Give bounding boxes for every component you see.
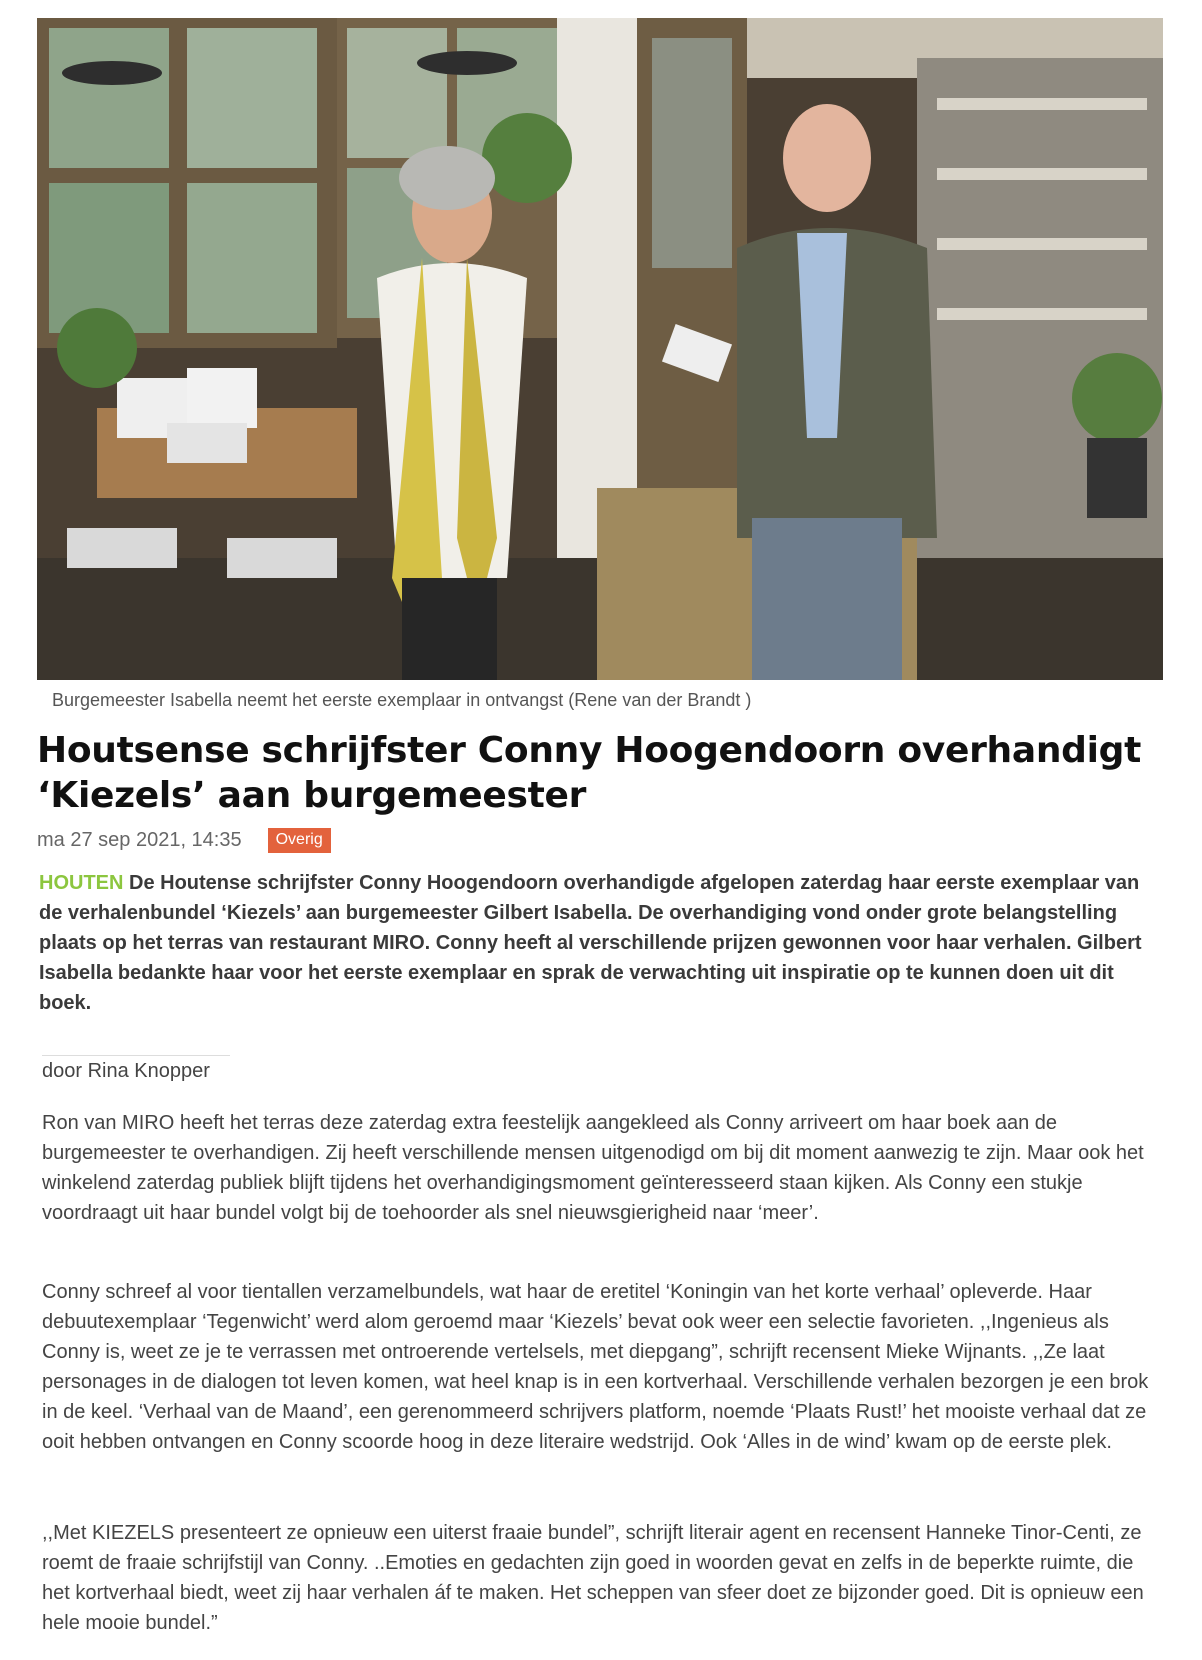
location-label: HOUTEN bbox=[39, 872, 124, 894]
article-photo bbox=[37, 18, 1163, 680]
byline: door Rina Knopper bbox=[42, 1060, 210, 1082]
photo-caption: Burgemeester Isabella neemt het eerste exemplaar in ontvangst (Rene van der Brandt ) bbox=[52, 690, 752, 710]
publish-date: ma 27 sep 2021, 14:35 bbox=[37, 828, 242, 851]
article-lead bbox=[39, 868, 1159, 1018]
body-paragraph: Ron van MIRO heeft het terras deze zaterdag extra feestelijk aangekleed als Conny arriveert om haar boek aan de burgemeester te overhandigen. Zij heeft verschillende mensen uitgenodigd om bij dit moment aanwezig te zijn. Maar ook het winkelend zaterdag publiek blijft tijdens het overhandigingsmoment geïnteresseerd staan kijken. Als Conny een stukje voordraagt uit haar bundel volgt bij de toehoorder als snel nieuwsgierigheid naar ‘meer’. bbox=[42, 1112, 1144, 1224]
category-badge[interactable]: Overig bbox=[268, 828, 331, 853]
article-meta bbox=[37, 826, 331, 854]
byline-divider bbox=[42, 1055, 230, 1056]
article-title: Houtsense schrijfster Conny Hoogendoorn overhandigt ‘Kiezels’ aan burgemeester bbox=[37, 730, 1142, 816]
body-paragraph: Conny schreef al voor tientallen verzamelbundels, wat haar de eretitel ‘Koningin van het korte verhaal’ opleverde. Haar debuutexemplaar ‘Tegenwicht’ werd alom geroemd maar ‘Kiezels’ bevat ook weer een selectie favorieten. ,,Ingenieus als Conny is, weet ze je te verrassen met ontroerende vertelsels, met diepgang”, schrijft recensent Mieke Wijnants. ,,Ze laat personages in de dialogen tot leven komen, wat heel knap is in een kortverhaal. Verschillende verhalen bezorgen je een brok in de keel. ‘Verhaal van de Maand’, een gerenommeerd schrijvers platform, noemde ‘Plaats Rust!’ het mooiste verhaal dat ze ooit hebben ontvangen en Conny scoorde hoog in deze literaire wedstrijd. Ook ‘Alles in de wind’ kwam op de eerste plek. bbox=[42, 1281, 1149, 1453]
lead-text: De Houtense schrijfster Conny Hoogendoorn overhandigde afgelopen zaterdag haar eerste exemplaar van de verhalenbundel ‘Kiezels’ aan burgemeester Gilbert Isabella. De overhandiging vond onder grote belangstelling plaats op het terras van restaurant MIRO. Conny heeft al verschillende prijzen gewonnen voor haar verhalen. Gilbert Isabella bedankte haar voor het eerste exemplaar en sprak de verwachting uit inspiratie op te kunnen doen uit dit boek. bbox=[39, 872, 1142, 1014]
body-paragraph: ,,Met KIEZELS presenteert ze opnieuw een uiterst fraaie bundel”, schrijft literair agent en recensent Hanneke Tinor-Centi, ze roemt de fraaie schrijfstijl van Conny. ..Emoties en gedachten zijn goed in woorden gevat en zelfs in de beperkte ruimte, die het kortverhaal biedt, weet zij haar verhalen áf te maken. Het scheppen van sfeer doet ze bijzonder goed. Dit is opnieuw een hele mooie bundel.” bbox=[42, 1522, 1144, 1634]
